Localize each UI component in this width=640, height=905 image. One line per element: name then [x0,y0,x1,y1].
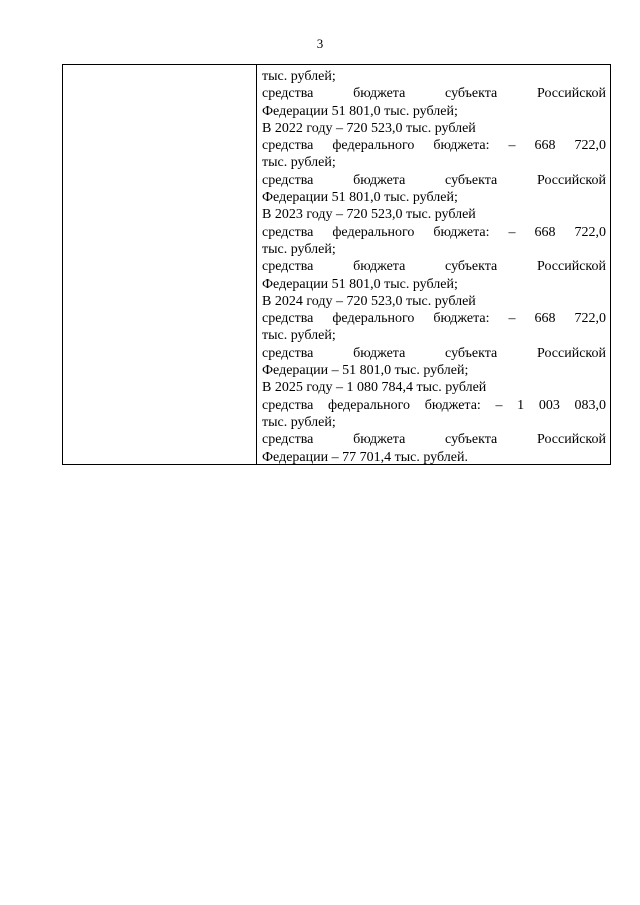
word: субъекта [445,86,498,102]
word: бюджета [353,86,406,102]
word: средства [262,259,314,275]
page-number: 3 [316,36,324,51]
word: – [508,311,516,327]
word: – [508,138,516,154]
text-line: В 2024 году – 720 523,0 тыс. рублей [262,293,476,309]
text-line: Федерации – 51 801,0 тыс. рублей; [262,363,469,379]
word: субъекта [445,432,498,448]
text-line: тыс. рублей; [262,155,336,171]
text-line [262,224,606,241]
word: средства [262,172,314,188]
table-cell-left [63,65,257,464]
text-line: В 2023 году – 720 523,0 тыс. рублей [262,207,476,223]
word: Российской [537,86,606,102]
text-line: тыс. рублей; [262,241,336,257]
text-line [262,85,606,102]
word: Российской [537,432,606,448]
word: бюджета [353,259,406,275]
word: бюджета: [424,397,481,413]
text-line: В 2025 году – 1 080 784,4 тыс. рублей [262,380,487,396]
word: средства [262,86,314,102]
text-line [262,431,606,448]
word: бюджета [353,432,406,448]
text-line [262,172,606,189]
word: 003 [538,397,560,413]
table-cell-right [257,65,610,464]
word: бюджета [353,345,406,361]
word: Российской [537,345,606,361]
word: 1 [517,397,525,413]
word: средства [262,432,314,448]
word: 722,0 [574,138,606,154]
word: 668 [534,138,556,154]
word: федерального [328,397,411,413]
text-line [262,397,606,414]
funding-table [62,64,611,465]
word: 668 [534,311,556,327]
text-line: Федерации – 77 701,4 тыс. рублей. [262,449,468,465]
word: средства [262,138,314,154]
word: 722,0 [574,311,606,327]
word: Российской [537,259,606,275]
text-line: тыс. рублей; [262,69,336,84]
text-line: В 2022 году – 720 523,0 тыс. рублей [262,120,476,136]
text-line: Федерации 51 801,0 тыс. рублей; [262,190,458,206]
word: средства [262,224,314,240]
text-line: тыс. рублей; [262,328,336,344]
word: бюджета: [433,224,490,240]
word: бюджета: [433,138,490,154]
word: федерального [332,224,415,240]
word: субъекта [445,259,498,275]
word: – [508,224,516,240]
text-line: Федерации 51 801,0 тыс. рублей; [262,103,458,119]
word: бюджета [353,172,406,188]
word: субъекта [445,345,498,361]
text-line: Федерации 51 801,0 тыс. рублей; [262,276,458,292]
word: федерального [332,138,415,154]
word: – [495,397,503,413]
word: средства [262,397,314,413]
word: 668 [534,224,556,240]
text-line [262,137,606,154]
text-line: тыс. рублей; [262,414,336,430]
word: 083,0 [574,397,606,413]
word: 722,0 [574,224,606,240]
word: Российской [537,172,606,188]
word: федерального [332,311,415,327]
word: бюджета: [433,311,490,327]
word: субъекта [445,172,498,188]
text-line [262,310,606,327]
text-line [262,258,606,275]
text-line [262,345,606,362]
word: средства [262,311,314,327]
word: средства [262,345,314,361]
